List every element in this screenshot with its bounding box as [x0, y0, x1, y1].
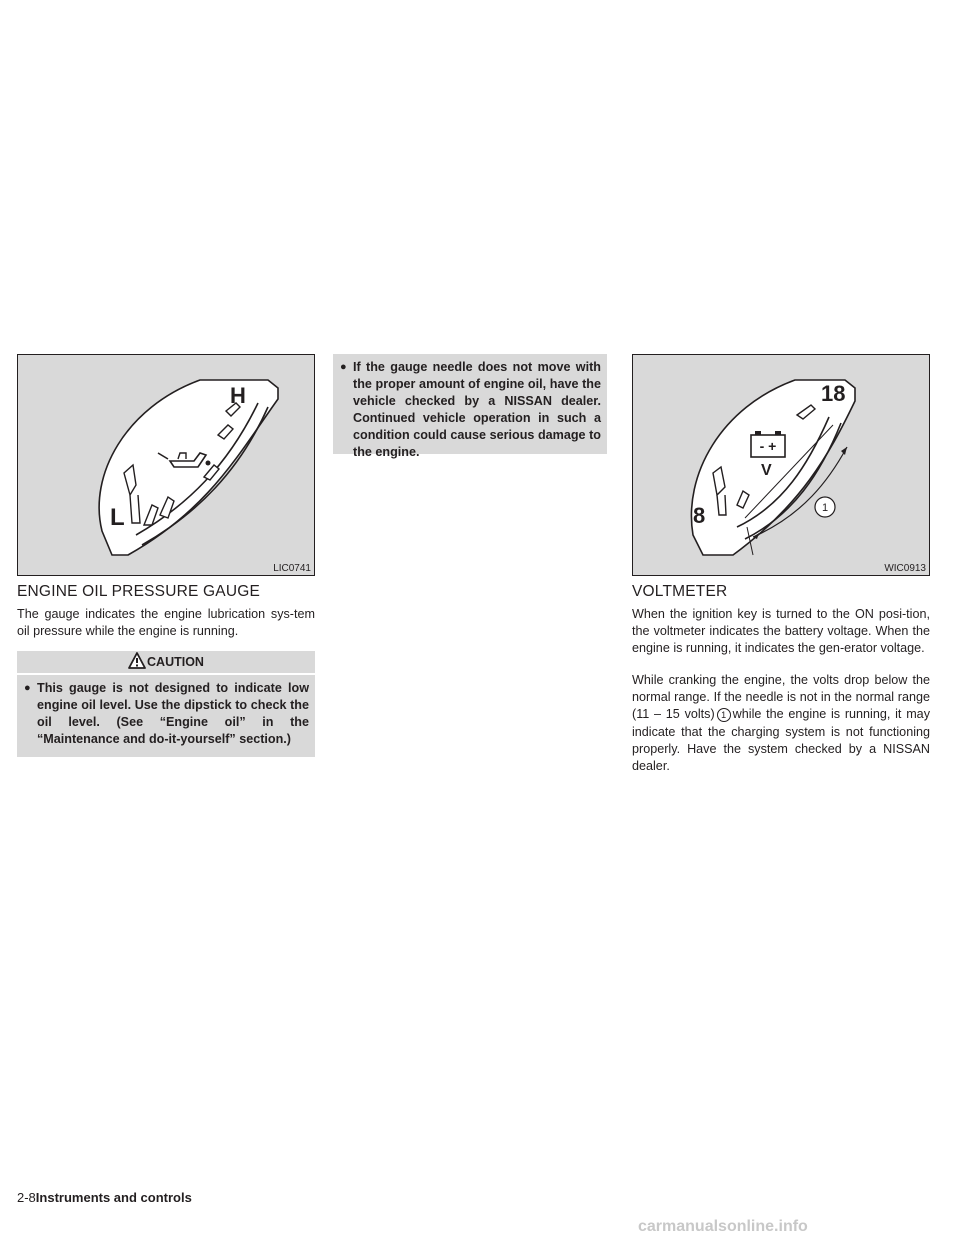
watermark: carmanualsonline.info [638, 1218, 808, 1235]
oil-gauge-low-label: L [110, 504, 125, 531]
voltmeter-para-2-start: While cranking the engine, the volts drop below the normal range. If the needle is not in the normal range (11 – 15 volts) [632, 673, 930, 722]
voltmeter-min-label: 8 [693, 503, 706, 528]
oil-gauge-high-label: H [230, 383, 246, 408]
oil-gauge-illustration [18, 355, 314, 575]
voltmeter-para-2 [632, 672, 930, 775]
page-number: 2-8 [17, 1190, 36, 1205]
bullet-icon: ● [24, 682, 31, 694]
caution-item [340, 359, 601, 461]
voltmeter-unit-label: V [761, 462, 772, 479]
caution-item-text: If the gauge needle does not move with the proper amount of engine oil, have the vehicle checked by a NISSAN dealer. Continued vehicle operation in such a condition could cause serious damage to the engine. [353, 360, 601, 459]
battery-icon [751, 431, 785, 457]
voltmeter-figure [632, 354, 930, 576]
voltmeter-section-title: VOLTMETER [632, 583, 728, 600]
caution-header [17, 651, 315, 673]
oil-pressure-gauge-figure [17, 354, 315, 576]
oil-section-body: The gauge indicates the engine lubrication sys-tem oil pressure while the engine is running. [17, 607, 315, 639]
callout-marker: 1 [717, 708, 731, 722]
bullet-icon: ● [340, 361, 347, 373]
battery-symbol: - + [759, 438, 777, 454]
warning-icon [128, 652, 146, 670]
voltmeter-para-1: When the ignition key is turned to the ON posi-tion, the voltmeter indicates the battery voltage. When the engine is running, it indicates the gen-erator voltage. [632, 607, 930, 656]
voltmeter-illustration [633, 355, 929, 575]
page-footer [17, 1190, 192, 1205]
voltmeter-para-2-end: while the engine is running, it may indicate that the charging system is not functioning properly. Have the system checked by a NISSAN dealer. [632, 707, 930, 774]
oil-section-title: ENGINE OIL PRESSURE GAUGE [17, 583, 261, 600]
caution-box-1 [17, 675, 315, 757]
caution-item [24, 680, 309, 748]
figure-code: LIC0741 [273, 563, 311, 574]
caution-box-2 [333, 354, 607, 459]
footer-section: Instruments and controls [35, 1190, 192, 1205]
voltmeter-max-label: 18 [821, 381, 846, 406]
caution-item-text: This gauge is not designed to indicate low engine oil level. Use the dipstick to check the oil level. (See “Engine oil” in the “Maintenance and do-it-yourself” section.) [37, 681, 309, 746]
caution-label: CAUTION [147, 655, 204, 669]
figure-code: WIC0913 [884, 563, 926, 574]
callout-number: 1 [821, 502, 829, 514]
